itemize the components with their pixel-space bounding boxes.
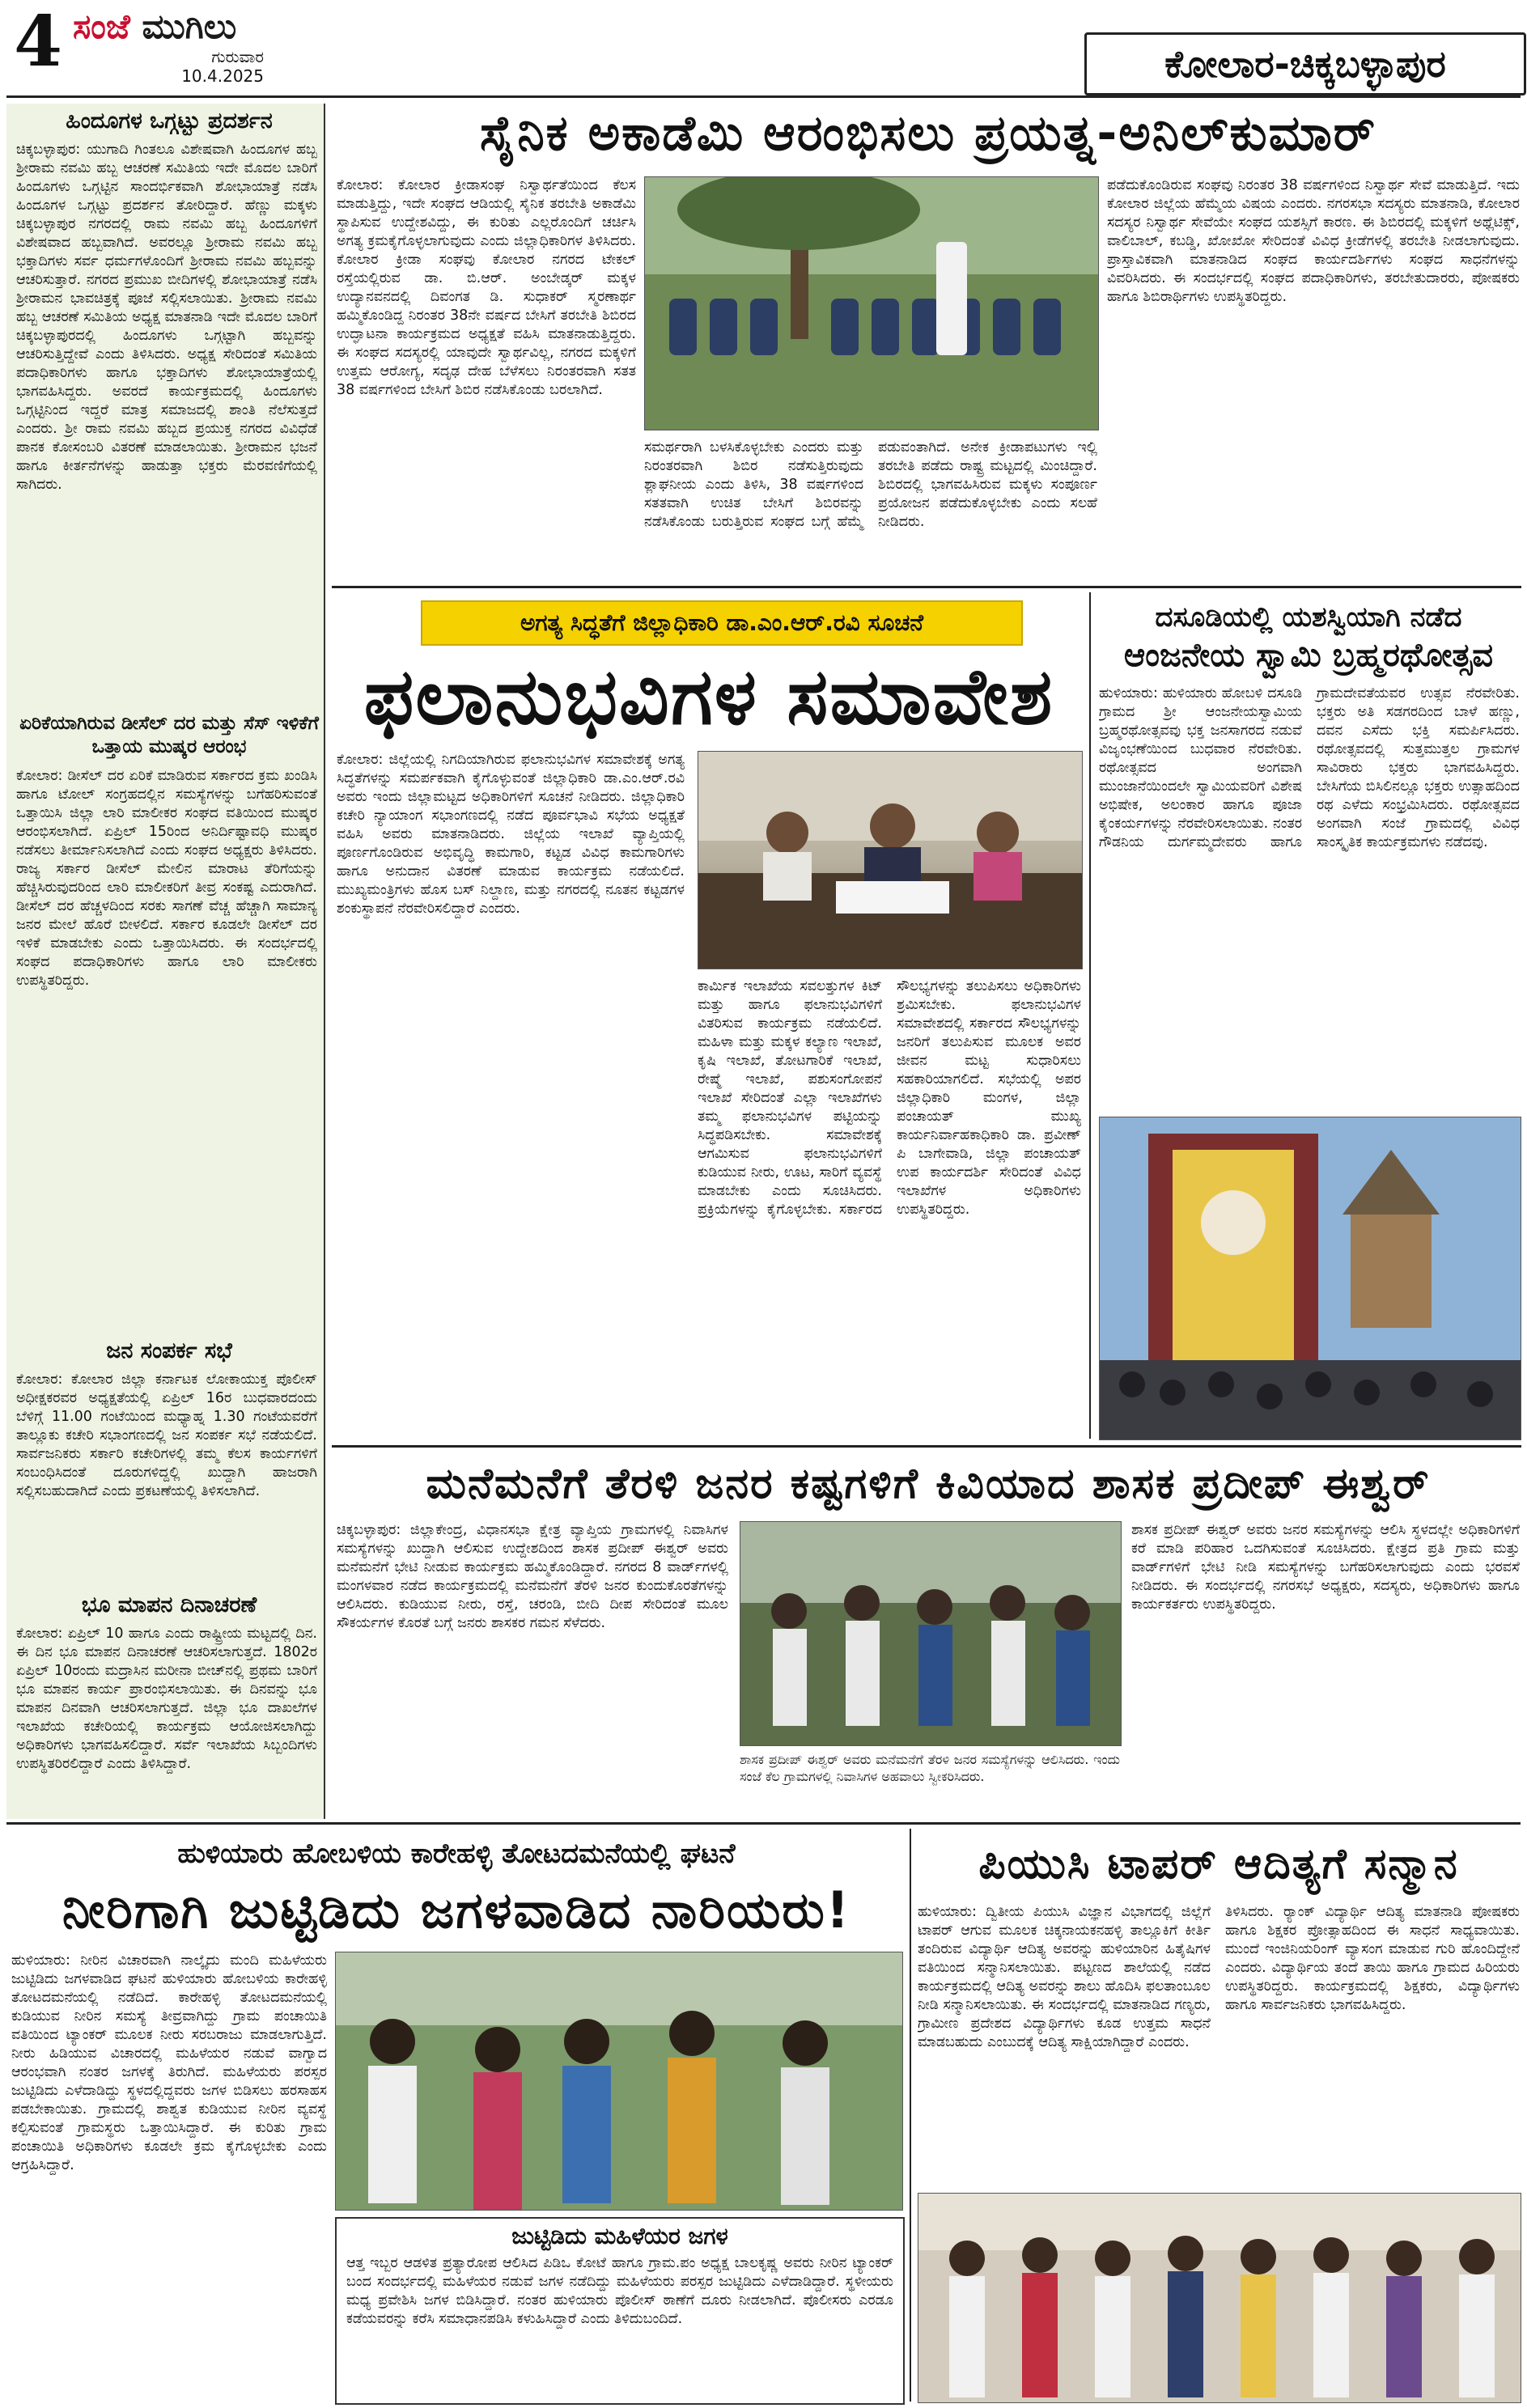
article6-col2: ತಿಳಿಸಿದರು. ರ್‍ಯಾಂಕ್ ವಿದ್ಯಾರ್ಥಿ ಆದಿತ್ಯ ಮಾತನಾಡಿ ಪೋಷಕರು ಹಾಗೂ ಶಿಕ್ಷಕರ ಪ್ರೋತ್ಸಾಹದಿಂದ ಈ ಸಾಧನೆ ಸಾಧ್ಯವಾಯಿತು. ಮುಂದೆ ಇಂಜಿನಿಯರಿಂಗ್ ವ್ಯಾಸಂಗ ಮಾಡುವ ಗುರಿ ಹೊಂದಿದ್ದೇನೆ ಎಂದರು. ವಿದ್ಯಾರ್ಥಿಯ ತಂದೆ ತಾಯಿ ಹಾಗೂ ಗ್ರಾಮದ ಹಿರಿಯರು ಉಪಸ್ಥಿತರಿದ್ದರು. ಕಾರ್ಯಕ್ರಮದಲ್ಲಿ ಶಿಕ್ಷಕರು, ವಿದ್ಯಾರ್ಥಿಗಳು ಹಾಗೂ ಸಾರ್ವಜನಿಕರು ಭಾಗವಹಿಸಿದ್ದರು. [1225,1904,1520,2013]
article2-kicker: ಅಗತ್ಯ ಸಿದ್ಧತೆಗೆ ಜಿಲ್ಲಾಧಿಕಾರಿ ಡಾ.ಎಂ.ಆರ್.ರವಿ ಸೂಚನೆ [421,600,1023,646]
article4-headline: ಮನೆಮನೆಗೆ ತೆರಳಿ ಜನರ ಕಷ್ಟಗಳಿಗೆ ಕಿವಿಯಾದ ಶಾಸಕ ಪ್ರದೀಪ್ ಈಶ್ವರ್ [426,1460,1431,1508]
article2-col2-text: ಕಾರ್ಮಿಕ ಇಲಾಖೆಯ ಸವಲತ್ತುಗಳ ಕಿಟ್ ಮತ್ತು ಹಾಗೂ ಫಲಾನುಭವಿಗಳಿಗೆ ವಿತರಿಸುವ ಕಾರ್ಯಕ್ರಮ ನಡೆಯಲಿದೆ. ಮಹಿಳಾ ಮತ್ತು ಮಕ್ಕಳ ಕಲ್ಯಾಣ ಇಲಾಖೆ, ಕೃಷಿ ಇಲಾಖೆ, ತೋಟಗಾರಿಕೆ ಇಲಾಖೆ, ರೇಷ್ಮೆ ಇಲಾಖೆ, ಪಶುಸಂಗೋಪನೆ ಇಲಾಖೆ ಸೇರಿದಂತೆ ಎಲ್ಲಾ ಇಲಾಖೆಗಳು ತಮ್ಮ ಫಲಾನುಭವಿಗಳ ಪಟ್ಟಿಯನ್ನು ಸಿದ್ಧಪಡಿಸಬೇಕು. ಸಮಾವೇಶಕ್ಕೆ ಆಗಮಿಸುವ ಫಲಾನುಭವಿಗಳಿಗೆ ಕುಡಿಯುವ ನೀರು, ಊಟ, ಸಾರಿಗೆ ವ್ಯವಸ್ಥೆ ಮಾಡಬೇಕು ಎಂದು ಸೂಚಿಸಿದರು. [698,978,882,1199]
article6-col1: ಹುಳಿಯಾರು: ದ್ವಿತೀಯ ಪಿಯುಸಿ ವಿಜ್ಞಾನ ವಿಭಾಗದಲ್ಲಿ ಜಿಲ್ಲೆಗೆ ಟಾಪರ್ ಆಗುವ ಮೂಲಕ ಚಿಕ್ಕನಾಯಕನಹಳ್ಳಿ ತಾಲ್ಲೂಕಿಗೆ ಕೀರ್ತಿ ತಂದಿರುವ ವಿದ್ಯಾರ್ಥಿ ಆದಿತ್ಯ ಅವರನ್ನು ಹುಳಿಯಾರಿನ ಹಿತೈಷಿಗಳ ವತಿಯಿಂದ ಸನ್ಮಾನಿಸಲಾಯಿತು. ಪಟ್ಟಣದ ಶಾಲೆಯಲ್ಲಿ ನಡೆದ ಕಾರ್ಯಕ್ರಮದಲ್ಲಿ ಆದಿತ್ಯ ಅವರನ್ನು ಶಾಲು ಹೊದಿಸಿ ಫಲತಾಂಬೂಲ ನೀಡಿ ಸನ್ಮಾನಿಸಲಾಯಿತು. ಈ ಸಂದರ್ಭದಲ್ಲಿ ಮಾತನಾಡಿದ ಗಣ್ಯರು, ಗ್ರಾಮೀಣ ಪ್ರದೇಶದ ವಿದ್ಯಾರ್ಥಿಗಳು ಕೂಡ ಉತ್ತಮ ಸಾಧನೆ ಮಾಡಬಹುದು ಎಂಬುದಕ್ಕೆ ಆದಿತ್ಯ ಸಾಕ್ಷಿಯಾಗಿದ್ದಾರೆ ಎಂದರು. [918,1904,1211,2050]
masthead-logo [73,6,267,47]
sidebar-story-3: ಕೋಲಾರ: ಕೋಲಾರ ಜಿಲ್ಲಾ ಕರ್ನಾಟಕ ಲೋಕಾಯುಕ್ತ ಪೊಲೀಸ್ ಅಧೀಕ್ಷಕರವರ ಅಧ್ಯಕ್ಷತೆಯಲ್ಲಿ ಏಪ್ರಿಲ್ 16ರ ಬುಧವಾರದಂದು ಬೆಳಿಗ್ಗೆ 11.00 ಗಂಟೆಯಿಂದ ಮಧ್ಯಾಹ್ನ 1.30 ಗಂಟೆಯವರೆಗೆ ತಾಲ್ಲೂಕು ಕಚೇರಿ ಸಭಾಂಗಣದಲ್ಲಿ ಜನ ಸಂಪರ್ಕ ಸಭೆ ನಡೆಯಲಿದೆ. ಸಾರ್ವಜನಿಕರು ಸರ್ಕಾರಿ ಕಚೇರಿಗಳಲ್ಲಿ ತಮ್ಮ ಕೆಲಸ ಕಾರ್ಯಗಳಿಗೆ ಸಂಬಂಧಿಸಿದಂತೆ ದೂರುಗಳಿದ್ದಲ್ಲಿ ಖುದ್ದಾಗಿ ಹಾಜರಾಗಿ ಸಲ್ಲಿಸಬಹುದಾಗಿದೆ ಎಂದು ಪ್ರಕಟಣೆಯಲ್ಲಿ ತಿಳಿಸಲಾಗಿದೆ. [16,1371,317,1499]
article3-photo [1099,1117,1521,1440]
sidebar-headline-4: ಭೂ ಮಾಪನ ದಿನಾಚರಣೆ [81,1592,257,1617]
issue-day: ಗುರುವಾರ [211,47,264,66]
article4-rule [6,1822,1521,1825]
article1-photo [644,176,1099,430]
sidebar-headline-1: ಹಿಂದೂಗಳ ಒಗ್ಗಟ್ಟು ಪ್ರದರ್ಶನ [66,108,273,134]
article3-headline-1: ದಸೂಡಿಯಲ್ಲಿ ಯಶಸ್ವಿಯಾಗಿ ನಡೆದ [1155,601,1462,634]
article3-rule [332,1445,1521,1448]
article6-headline: ಪಿಯುಸಿ ಟಾಪರ್ ಆದಿತ್ಯಗೆ ಸನ್ಮಾನ [978,1840,1459,1889]
article3-headline-2: ಆಂಜನೇಯ ಸ್ವಾಮಿ ಬ್ರಹ್ಮರಥೋತ್ಸವ [1123,637,1494,674]
sidebar-story-4: ಕೋಲಾರ: ಏಪ್ರಿಲ್ 10 ಹಾಗೂ ಎಂದು ರಾಷ್ಟ್ರೀಯ ಮಟ್ಟದಲ್ಲಿ ದಿನ. ಈ ದಿನ ಭೂ ಮಾಪನ ದಿನಾಚರಣೆ ಆಚರಿಸಲಾಗುತ್ತದೆ. 1802ರ ಏಪ್ರಿಲ್ 10ರಂದು ಮದ್ರಾಸಿನ ಮರೀನಾ ಬೀಚ್‌ನಲ್ಲಿ ಪ್ರಥಮ ಬಾರಿಗೆ ಭೂ ಮಾಪನ ಕಾರ್ಯ ಪ್ರಾರಂಭಿಸಲಾಯಿತು. ಈ ದಿನವನ್ನು ಭೂ ಮಾಪನ ದಿನವಾಗಿ ಆಚರಿಸಲಾಗುತ್ತದೆ. ಜಿಲ್ಲಾ ಭೂ ದಾಖಲೆಗಳ ಇಲಾಖೆಯ ಕಚೇರಿಯಲ್ಲಿ ಕಾರ್ಯಕ್ರಮ ಆಯೋಜಿಸಲಾಗಿದ್ದು ಅಧಿಕಾರಿಗಳು ಭಾಗವಹಿಸಲಿದ್ದಾರೆ. ಸರ್ವೆ ಇಲಾಖೆಯ ಸಿಬ್ಬಂದಿಗಳು ಉಪಸ್ಥಿತರಿರಲಿದ್ದಾರೆ ಎಂದು ತಿಳಿಸಿದ್ದಾರೆ. [16,1626,317,1772]
article5-divider [910,1829,911,2402]
article1-headline: ಸೈನಿಕ ಅಕಾಡೆಮಿ ಆರಂಭಿಸಲು ಪ್ರಯತ್ನ-ಅನಿಲ್‌ಕುಮಾರ್ [479,105,1376,162]
article6-photo-art [918,2194,1521,2402]
article1-col2: ಸಮರ್ಥರಾಗಿ ಬಳಸಿಕೊಳ್ಳಬೇಕು ಎಂದರು ಮತ್ತು ನಿರಂತರವಾಗಿ ಶಿಬಿರ ನಡೆಸುತ್ತಿರುವುದು ಶ್ಲಾಘನೀಯ ಎಂದು ತಿಳಿಸಿ, 38 ವರ್ಷಗಳಿಂದ ಸತತವಾಗಿ ಉಚಿತ ಬೇಸಿಗೆ ಶಿಬಿರವನ್ನು ನಡೆಸಿಕೊಂಡು ಬರುತ್ತಿರುವ ಸಂಘದ ಬಗ್ಗೆ ಹೆಮ್ಮೆ ಪಡುವಂತಾಗಿದೆ. ಅನೇಕ ಕ್ರೀಡಾಪಟುಗಳು ಇಲ್ಲಿ ತರಬೇತಿ ಪಡೆದು ರಾಷ್ಟ್ರ ಮಟ್ಟದಲ್ಲಿ ಮಿಂಚಿದ್ದಾರೆ. ಶಿಬಿರದಲ್ಲಿ ಭಾಗವಹಿಸಿರುವ ಮಕ್ಕಳು ಸಂಪೂರ್ಣ ಪ್ರಯೋಜನ ಪಡೆದುಕೊಳ್ಳಬೇಕು ಎಂದು ಸಲಹೆ ನೀಡಿದರು. [644,439,1097,530]
sidebar [6,104,325,1819]
article4-col3: ಶಾಸಕ ಪ್ರದೀಪ್ ಈಶ್ವರ್ ಅವರು ಜನರ ಸಮಸ್ಯೆಗಳನ್ನು ಆಲಿಸಿ ಸ್ಥಳದಲ್ಲೇ ಅಧಿಕಾರಿಗಳಿಗೆ ಕರೆ ಮಾಡಿ ಪರಿಹಾರ ಒದಗಿಸುವಂತೆ ಸೂಚಿಸಿದರು. ಕ್ಷೇತ್ರದ ಪ್ರತಿ ಗ್ರಾಮ ಮತ್ತು ವಾರ್ಡ್‌ಗಳಿಗೆ ಭೇಟಿ ನೀಡಿ ಸಮಸ್ಯೆಗಳನ್ನು ಬಗೆಹರಿಸಲಾಗುವುದು ಎಂದು ಭರವಸೆ ನೀಡಿದರು. ಈ ಸಂದರ್ಭದಲ್ಲಿ ನಗರಸಭೆ ಅಧ್ಯಕ್ಷರು, ಸದಸ್ಯರು, ಅಧಿಕಾರಿಗಳು ಹಾಗೂ ಕಾರ್ಯಕರ್ತರು ಉಪಸ್ಥಿತರಿದ್ದರು. [1131,1522,1520,1613]
article4-col1: ಚಿಕ್ಕಬಳ್ಳಾಪುರ: ಜಿಲ್ಲಾಕೇಂದ್ರ, ವಿಧಾನಸಭಾ ಕ್ಷೇತ್ರ ವ್ಯಾಪ್ತಿಯ ಗ್ರಾಮಗಳಲ್ಲಿ ನಿವಾಸಿಗಳ ಸಮಸ್ಯೆಗಳನ್ನು ಖುದ್ದಾಗಿ ಆಲಿಸುವ ಉದ್ದೇಶದಿಂದ ಶಾಸಕ ಪ್ರದೀಪ್ ಈಶ್ವರ್ ಅವರು ಮನೆಮನೆಗೆ ಭೇಟಿ ನೀಡುವ ಕಾರ್ಯಕ್ರಮ ಹಮ್ಮಿಕೊಂಡಿದ್ದಾರೆ. ನಗರದ 8 ವಾರ್ಡ್‌ಗಳಲ್ಲಿ ಮಂಗಳವಾರ ನಡೆದ ಕಾರ್ಯಕ್ರಮದಲ್ಲಿ ಮನೆಮನೆಗೆ ತೆರಳಿ ಜನರ ಕುಂದುಕೊರತೆಗಳನ್ನು ಆಲಿಸಿದರು. ಕುಡಿಯುವ ನೀರು, ರಸ್ತೆ, ಚರಂಡಿ, ಬೀದಿ ದೀಪ ಸೇರಿದಂತೆ ಮೂಲ ಸೌಕರ್ಯಗಳ ಕೊರತೆ ಬಗ್ಗೆ ಜನರು ಶಾಸಕರ ಗಮನ ಸೆಳೆದರು. [337,1522,728,1631]
article5-photo-art [336,1952,902,2210]
article1-col3: ಪಡೆದುಕೊಂಡಿರುವ ಸಂಘವು ನಿರಂತರ 38 ವರ್ಷಗಳಿಂದ ನಿಸ್ವಾರ್ಥ ಸೇವೆ ಮಾಡುತ್ತಿದೆ. ಇದು ಕೋಲಾರ ಜಿಲ್ಲೆಯ ಹೆಮ್ಮೆಯ ವಿಷಯ ಎಂದರು. ನಗರಸಭಾ ಸದಸ್ಯರು ಮಾತನಾಡಿ, ಕೋಲಾರ ಸದಸ್ಯರ ನಿಸ್ವಾರ್ಥ ಸೇವೆಯೇ ಸಂಘದ ಯಶಸ್ಸಿಗೆ ಕಾರಣ. ಈ ಶಿಬಿರದಲ್ಲಿ ಮಕ್ಕಳಿಗೆ ಅಥ್ಲೆಟಿಕ್ಸ್, ವಾಲಿಬಾಲ್, ಕಬಡ್ಡಿ, ಖೋಖೋ ಸೇರಿದಂತೆ ವಿವಿಧ ಕ್ರೀಡೆಗಳಲ್ಲಿ ತರಬೇತಿ ನೀಡಲಾಗುವುದು. ಪ್ರಾಸ್ತಾವಿಕವಾಗಿ ಮಾತನಾಡಿದ ಸಂಘದ ಕಾರ್ಯದರ್ಶಿಗಳು ಸಂಘದ ಸಾಧನೆಗಳನ್ನು ವಿವರಿಸಿದರು. ಈ ಸಂದರ್ಭದಲ್ಲಿ ಸಂಘದ ಪದಾಧಿಕಾರಿಗಳು, ತರಬೇತುದಾರರು, ಪೋಷಕರು ಹಾಗೂ ಶಿಬಿರಾರ್ಥಿಗಳು ಉಪಸ್ಥಿತರಿದ್ದರು. [1107,177,1520,305]
sidebar-story-1: ಚಿಕ್ಕಬಳ್ಳಾಪುರ: ಯುಗಾದಿ ಗಿಂತಲೂ ವಿಶೇಷವಾಗಿ ಹಿಂದೂಗಳ ಹಬ್ಬ ಶ್ರೀರಾಮ ನವಮಿ ಹಬ್ಬ ಆಚರಣೆ ಸಮಿತಿಯ ಇದೇ ಮೊದಲ ಬಾರಿಗೆ ಹಿಂದೂಗಳು ಒಗ್ಗಟ್ಟಿನ ಸಾಂದರ್ಭಿಕವಾಗಿ ಶೋಭಾಯಾತ್ರೆ ನಡೆಸಿ ಹಿಂದೂಗಳ ಒಗ್ಗಟ್ಟು ಪ್ರದರ್ಶನ ತೋರಿದ್ದಾರೆ. ಹೆಣ್ಣು ಮಕ್ಕಳು ಚಿಕ್ಕಬಳ್ಳಾಪುರ ನಗರದಲ್ಲಿ ರಾಮ ನವಮಿ ಹಬ್ಬ ಹಿಂದೂಗಳಿಗೆ ವಿಶೇಷವಾದ ಹಬ್ಬವಾಗಿದೆ. ಅವರಲ್ಲೂ ಶ್ರೀರಾಮ ನವಮಿ ಹಬ್ಬ ಭಕ್ತಾದಿಗಳು ಸರ್ವ ಧರ್ಮಗಳೊಂದಿಗೆ ಶ್ರೀರಾಮ ನವಮಿ ಹಬ್ಬವನ್ನು ಆಚರಿಸುತ್ತಾರೆ. ನಗರದ ಪ್ರಮುಖ ಬೀದಿಗಳಲ್ಲಿ ಶೋಭಾಯಾತ್ರೆ ನಡೆಸಿ ಶ್ರೀರಾಮನ ಭಾವಚಿತ್ರಕ್ಕೆ ಪೂಜೆ ಸಲ್ಲಿಸಲಾಯಿತು. ಶ್ರೀರಾಮ ನವಮಿ ಹಬ್ಬ ಆಚರಣೆ ಸಮಿತಿಯ ಅಧ್ಯಕ್ಷ ಮಾತನಾಡಿ ಇದೇ ಮೊದಲ ಬಾರಿಗೆ ಚಿಕ್ಕಬಳ್ಳಾಪುರದಲ್ಲಿ ಹಿಂದೂಗಳು ಒಗ್ಗಟ್ಟಾಗಿ ಹಬ್ಬವನ್ನು ಆಚರಿಸುತ್ತಿದ್ದೇವೆ ಎಂದು ತಿಳಿಸಿದರು. ಅಧ್ಯಕ್ಷ ಸೇರಿದಂತೆ ಸಮಿತಿಯ ಪದಾಧಿಕಾರಿಗಳು ಹಾಗೂ ಭಕ್ತಾದಿಗಳು ಶೋಭಾಯಾತ್ರೆಯಲ್ಲಿ ಭಾಗವಹಿಸಿದ್ದರು. ಅವರದೆ ಕಾರ್ಯಕ್ರಮದಲ್ಲಿ ಹಿಂದೂಗಳು ಒಗ್ಗಟ್ಟಿನಿಂದ ಇದ್ದರೆ ಮಾತ್ರ ಸಮಾಜದಲ್ಲಿ ಶಾಂತಿ ನೆಲೆಸುತ್ತದೆ ಎಂದರು. ಶ್ರೀ ರಾಮ ನವಮಿ ಹಬ್ಬದ ಪ್ರಯುಕ್ತ ನಗರದ ವಿವಿಧೆಡೆ ಪಾನಕ ಕೋಸಂಬರಿ ವಿತರಣೆ ಮಾಡಲಾಯಿತು. ಶ್ರೀರಾಮನ ಭಜನೆ ಹಾಗೂ ಕೀರ್ತನೆಗಳನ್ನು ಹಾಡುತ್ತಾ ಭಕ್ತರು ಮೆರವಣಿಗೆಯಲ್ಲಿ ಸಾಗಿದರು. [16,142,317,493]
article6-photo [918,2193,1521,2403]
sidebar-headline-2: ಏರಿಕೆಯಾಗಿರುವ ಡೀಸೆಲ್ ದರ ಮತ್ತು ಸೆಸ್ ಇಳಿಕೆಗೆ ಒತ್ತಾಯ ಮುಷ್ಕರ ಆರಂಭ [19,713,319,757]
header-rule [6,95,1521,98]
article3-body [1099,685,1520,1107]
article4-photo-art [740,1522,1121,1745]
article2-col1: ಕೋಲಾರ: ಜಿಲ್ಲೆಯಲ್ಲಿ ನಿಗದಿಯಾಗಿರುವ ಫಲಾನುಭವಿಗಳ ಸಮಾವೇಶಕ್ಕೆ ಅಗತ್ಯ ಸಿದ್ಧತೆಗಳನ್ನು ಸಮರ್ಪಕವಾಗಿ ಕೈಗೊಳ್ಳುವಂತೆ ಜಿಲ್ಲಾಧಿಕಾರಿ ಡಾ.ಎಂ.ಆರ್.ರವಿ ಅವರು ಇಂದು ಜಿಲ್ಲಾಮಟ್ಟದ ಅಧಿಕಾರಿಗಳಿಗೆ ಸೂಚನೆ ನೀಡಿದರು. ಜಿಲ್ಲಾಧಿಕಾರಿ ಕಚೇರಿ ನ್ಯಾಯಾಂಗ ಸಭಾಂಗಣದಲ್ಲಿ ನಡೆದ ಪೂರ್ವಭಾವಿ ಸಭೆಯ ಅಧ್ಯಕ್ಷತೆ ವಹಿಸಿ ಅವರು ಮಾತನಾಡಿದರು. ಜಿಲ್ಲೆಯ ಇಲಾಖೆ ವ್ಯಾಪ್ತಿಯಲ್ಲಿ ಪೂರ್ಣಗೊಂಡಿರುವ ಅಭಿವೃದ್ಧಿ ಕಾಮಗಾರಿ, ಕಟ್ಟಡ ವಿವಿಧ ಕಾಮಗಾರಿಗಳು ಹಾಗೂ ಅನುದಾನ ವಿತರಣೆ ಮಾಡುವ ಕಾರ್ಯಕ್ರಮ ನಡೆಯಲಿದೆ. ಮುಖ್ಯಮಂತ್ರಿಗಳು ಹೊಸ ಬಸ್ ನಿಲ್ದಾಣ, ಮತ್ತು ನಗರದಲ್ಲಿ ನೂತನ ಕಟ್ಟಡಗಳ ಶಂಕುಸ್ಥಾಪನೆ ನೆರವೇರಿಸಲಿದ್ದಾರೆ ಎಂದರು. [337,752,685,917]
article1-rule [332,586,1521,588]
issue-date: 10.4.2025 [181,66,264,86]
article1-photo-art [645,177,1098,430]
article5-box-body: ಆತ್ತ ಇಬ್ಬರ ಆಡಳಿತ ಪ್ರತ್ಯಾರೋಪ ಆಲಿಸಿದ ಪಿಡಿಒ ಕೋಟೆ ಹಾಗೂ ಗ್ರಾಮ.ಪಂ ಅಧ್ಯಕ್ಷ ಬಾಲಕೃಷ್ಣ ಅವರು ನೀರಿನ ಟ್ಯಾಂಕರ್ ಬಂದ ಸಂದರ್ಭದಲ್ಲಿ ಮಹಿಳೆಯರ ನಡುವೆ ಜಗಳ ನಡೆದಿದ್ದು ಮಹಿಳೆಯರು ಪರಸ್ಪರ ಜುಟ್ಟಿಡಿದು ಎಳೆದಾಡಿದ್ದಾರೆ. ಸ್ಥಳೀಯರು ಮಧ್ಯ ಪ್ರವೇಶಿಸಿ ಜಗಳ ಬಿಡಿಸಿದ್ದಾರೆ. ನಂತರ ಹುಳಿಯಾರು ಪೊಲೀಸ್ ಠಾಣೆಗೆ ದೂರು ನೀಡಲಾಗಿದೆ. ಪೊಲೀಸರು ಎರಡೂ ಕಡೆಯವರನ್ನು ಕರೆಸಿ ಸಮಾಧಾನಪಡಿಸಿ ಕಳುಹಿಸಿದ್ದಾರೆ ಎಂದು ತಿಳಿದುಬಂದಿದೆ. [346,2255,893,2327]
article4-photo [740,1521,1122,1746]
logo-sub: ಮುಗಿಲು [142,6,237,46]
article2-col2 [698,977,1081,1439]
article5-box-title: ಜುಟ್ಟಿಡಿದು ಮಹಿಳೆಯರ ಜಗಳ [511,2223,728,2249]
article1-col1: ಕೋಲಾರ: ಕೋಲಾರ ಕ್ರೀಡಾಸಂಘ ನಿಸ್ವಾರ್ಥತೆಯಿಂದ ಕೆಲಸ ಮಾಡುತ್ತಿದ್ದು, ಇದೇ ಸಂಘದ ಆಡಿಯಲ್ಲಿ ಸೈನಿಕ ತರಬೇತಿ ಅಕಾಡೆಮಿ ಸ್ಥಾಪಿಸುವ ಉದ್ದೇಶವಿದ್ದು, ಈ ಕುರಿತು ಎಲ್ಲರೊಂದಿಗೆ ಚರ್ಚಿಸಿ ಅಗತ್ಯ ಕ್ರಮಕೈಗೊಳ್ಳಲಾಗುವುದು ಎಂದು ಜಿಲ್ಲಾಧಿಕಾರಿಗಳ ತಿಳಿಸಿದರು. ಕೋಲಾರ ಕ್ರೀಡಾ ಸಂಘವು ಕೋಲಾರ ನಗರದ ಟೇಕಲ್ ರಸ್ತೆಯಲ್ಲಿರುವ ಡಾ. ಬಿ.ಆರ್. ಅಂಬೇಡ್ಕರ್ ಮಕ್ಕಳ ಉದ್ಯಾನವನದಲ್ಲಿ ದಿವಂಗತ ಡಿ. ಸುಧಾಕರ್ ಸ್ಮರಣಾರ್ಥ ಹಮ್ಮಿಕೊಂಡಿದ್ದ ನಿರಂತರ 38ನೇ ವರ್ಷದ ಬೇಸಿಗೆ ತರಬೇತಿ ಶಿಬಿರದ ಉದ್ಘಾಟನಾ ಕಾರ್ಯಕ್ರಮದ ಅಧ್ಯಕ್ಷತೆ ವಹಿಸಿ ಮಾತನಾಡುತ್ತಿದ್ದರು. ಈ ಸಂಘದ ಸದಸ್ಯರಲ್ಲಿ ಯಾವುದೇ ಸ್ವಾರ್ಥವಿಲ್ಲ, ನಗರದ ಮಕ್ಕಳಿಗೆ ಉತ್ತಮ ಆರೋಗ್ಯ, ಸದೃಢ ದೇಹ ಬೆಳೆಸಲು ನಿರಂತರವಾಗಿ ಸತತ 38 ವರ್ಷಗಳಿಂದ ಬೇಸಿಗೆ ಶಿಬಿರ ನಡೆಸಿಕೊಂಡು ಬರಲಾಗಿದೆ. [337,177,636,398]
article3-col2-text: ಭಕ್ತರು ಅತಿ ಸಡಗರದಿಂದ ಬಾಳೆ ಹಣ್ಣು, ದವನ ಎಸೆದು ಭಕ್ತಿ ಸಮರ್ಪಿಸಿದರು. ರಥೋತ್ಸವದಲ್ಲಿ ಸುತ್ತಮುತ್ತಲ ಗ್ರಾಮಗಳ ಸಾವಿರಾರು ಭಕ್ತರು ಭಾಗವಹಿಸಿದ್ದರು. ಬೇಸಿಗೆಯ ಬಿಸಿಲಿನಲ್ಲೂ ಭಕ್ತರು ಉತ್ಸಾಹದಿಂದ ರಥ ಎಳೆದು ಸಂಭ್ರಮಿಸಿದರು. ರಥೋತ್ಸವದ ಅಂಗವಾಗಿ ಸಂಜೆ ಗ್ರಾಮದಲ್ಲಿ ವಿವಿಧ ಸಾಂಸ್ಕೃತಿಕ ಕಾರ್ಯಕ್ರಮಗಳು ನಡೆದವು. [1317,704,1520,850]
article3-col1-text: ಹುಳಿಯಾರು: ಹುಳಿಯಾರು ಹೋಬಳಿ ದಸೂಡಿ ಗ್ರಾಮದ ಶ್ರೀ ಆಂಜನೇಯಸ್ವಾಮಿಯ ಬ್ರಹ್ಮರಥೋತ್ಸವವು ಭಕ್ತ ಜನಸಾಗರದ ನಡುವೆ ವಿಜೃಂಭಣೆಯಿಂದ ಬುಧವಾರ ನೆರವೇರಿತು. ರಥೋತ್ಸವದ ಅಂಗವಾಗಿ ಮುಂಜಾನೆಯಿಂದಲೇ ಸ್ವಾಮಿಯವರಿಗೆ ವಿಶೇಷ ಅಭಿಷೇಕ, ಅಲಂಕಾರ ಹಾಗೂ ಪೂಜಾ ಕೈಂಕರ್ಯಗಳನ್ನು ನೆರವೇರಿಸಲಾಯಿತು. ನಂತರ ಗೌಡನಿಯ ದುರ್ಗಮ್ಮದೇವರು ಹಾಗೂ ಗ್ರಾಮದೇವತೆಯವರ ಉತ್ಸವ ನೆರವೇರಿತು. [1099,685,1520,850]
section-label: ಕೋಲಾರ-ಚಿಕ್ಕಬಳ್ಳಾಪುರ [1084,32,1526,95]
sidebar-headline-3: ಜನ ಸಂಪರ್ಕ ಸಭೆ [106,1338,232,1363]
article2-col3-text: ಪ್ರಕ್ರಿಯೆಗಳನ್ನು ಕೈಗೊಳ್ಳಬೇಕು. ಸರ್ಕಾರದ ಸೌಲಭ್ಯಗಳನ್ನು ತಲುಪಿಸಲು ಅಧಿಕಾರಿಗಳು ಶ್ರಮಿಸಬೇಕು. ಫಲಾನುಭವಿಗಳ ಸಮಾವೇಶದಲ್ಲಿ ಸರ್ಕಾರದ ಸೌಲಭ್ಯಗಳನ್ನು ಜನರಿಗೆ ತಲುಪಿಸುವ ಮೂಲಕ ಅವರ ಜೀವನ ಮಟ್ಟ ಸುಧಾರಿಸಲು ಸಹಕಾರಿಯಾಗಲಿದೆ. ಸಭೆಯಲ್ಲಿ ಅಪರ ಜಿಲ್ಲಾಧಿಕಾರಿ ಮಂಗಳ, ಜಿಲ್ಲಾ ಪಂಚಾಯತ್ ಮುಖ್ಯ ಕಾರ್ಯನಿರ್ವಾಹಕಾಧಿಕಾರಿ ಡಾ. ಪ್ರವೀಣ್ ಪಿ ಬಾಗೇವಾಡಿ, ಜಿಲ್ಲಾ ಪಂಚಾಯತ್ ಉಪ ಕಾರ್ಯದರ್ಶಿ ಸೇರಿದಂತೆ ವಿವಿಧ ಇಲಾಖೆಗಳ ಅಧಿಕಾರಿಗಳು ಉಪಸ್ಥಿತರಿದ್ದರು. [698,978,1081,1218]
article3-photo-art [1100,1117,1521,1439]
article2-photo [698,751,1083,969]
article5-kicker: ಹುಳಿಯಾರು ಹೋಬಳಿಯ ಕಾರೇಹಳ್ಳಿ ತೋಟದಮನೆಯಲ್ಲಿ ಘಟನೆ [177,1838,736,1870]
article2-photo-art [698,752,1082,969]
article5-headline: ನೀರಿಗಾಗಿ ಜುಟ್ಟಿಡಿದು ಜಗಳವಾಡಿದ ನಾರಿಯರು! [62,1880,851,1940]
article5-photo [335,1952,903,2211]
sidebar-story-2: ಕೋಲಾರ: ಡೀಸೆಲ್ ದರ ಏರಿಕೆ ಮಾಡಿರುವ ಸರ್ಕಾರದ ಕ್ರಮ ಖಂಡಿಸಿ ಹಾಗೂ ಟೋಲ್ ಸಂಗ್ರಹದಲ್ಲಿನ ಸಮಸ್ಯೆಗಳನ್ನು ಬಗೆಹರಿಸುವಂತೆ ಒತ್ತಾಯಿಸಿ ಜಿಲ್ಲಾ ಲಾರಿ ಮಾಲೀಕರ ಸಂಘದ ವತಿಯಿಂದ ಮುಷ್ಕರ ಆರಂಭಿಸಲಾಗಿದೆ. ಏಪ್ರಿಲ್ 15ರಿಂದ ಅನಿರ್ದಿಷ್ಟಾವಧಿ ಮುಷ್ಕರ ನಡೆಸಲು ತೀರ್ಮಾನಿಸಲಾಗಿದೆ ಎಂದು ಸಂಘದ ಅಧ್ಯಕ್ಷರು ತಿಳಿಸಿದರು. ರಾಜ್ಯ ಸರ್ಕಾರ ಡೀಸೆಲ್ ಮೇಲಿನ ಮಾರಾಟ ತೆರಿಗೆಯನ್ನು ಹೆಚ್ಚಿಸಿರುವುದರಿಂದ ಲಾರಿ ಮಾಲೀಕರಿಗೆ ತೀವ್ರ ಸಂಕಷ್ಟ ಎದುರಾಗಿದೆ. ಡೀಸೆಲ್ ದರ ಹೆಚ್ಚಳದಿಂದ ಸರಕು ಸಾಗಣೆ ವೆಚ್ಚ ಹೆಚ್ಚಾಗಿ ಸಾಮಾನ್ಯ ಜನರ ಮೇಲೆ ಹೊರೆ ಬೀಳಲಿದೆ. ಸರ್ಕಾರ ಕೂಡಲೇ ಡೀಸೆಲ್ ದರ ಇಳಿಕೆ ಮಾಡಬೇಕು ಎಂದು ಒತ್ತಾಯಿಸಿದರು. ಈ ಸಂದರ್ಭದಲ್ಲಿ ಸಂಘದ ಪದಾಧಿಕಾರಿಗಳು ಹಾಗೂ ಲಾರಿ ಮಾಲೀಕರು ಉಪಸ್ಥಿತರಿದ್ದರು. [16,768,317,989]
page-number: 4 [14,1,62,83]
article2-divider [1089,592,1091,1439]
article5-body: ಹುಳಿಯಾರು: ನೀರಿನ ವಿಚಾರವಾಗಿ ನಾಲ್ಕೈದು ಮಂದಿ ಮಹಿಳೆಯರು ಜುಟ್ಟಿಡಿದು ಜಗಳವಾಡಿದ ಘಟನೆ ಹುಳಿಯಾರು ಹೋಬಳಿಯ ಕಾರೇಹಳ್ಳಿ ತೋಟದಮನೆಯಲ್ಲಿ ನಡೆದಿದೆ. ಕಾರೇಹಳ್ಳಿ ತೋಟದಮನೆಯಲ್ಲಿ ಕುಡಿಯುವ ನೀರಿನ ಸಮಸ್ಯೆ ತೀವ್ರವಾಗಿದ್ದು ಗ್ರಾಮ ಪಂಚಾಯಿತಿ ವತಿಯಿಂದ ಟ್ಯಾಂಕರ್ ಮೂಲಕ ನೀರು ಸರಬರಾಜು ಮಾಡಲಾಗುತ್ತಿದೆ. ನೀರು ಹಿಡಿಯುವ ವಿಚಾರದಲ್ಲಿ ಮಹಿಳೆಯರ ನಡುವೆ ವಾಗ್ವಾದ ಆರಂಭವಾಗಿ ನಂತರ ಜಗಳಕ್ಕೆ ತಿರುಗಿದೆ. ಮಹಿಳೆಯರು ಪರಸ್ಪರ ಜುಟ್ಟಿಡಿದು ಎಳೆದಾಡಿದ್ದು ಸ್ಥಳದಲ್ಲಿದ್ದವರು ಜಗಳ ಬಿಡಿಸಲು ಹರಸಾಹಸ ಪಡಬೇಕಾಯಿತು. ಗ್ರಾಮದಲ್ಲಿ ಶಾಶ್ವತ ಕುಡಿಯುವ ನೀರಿನ ವ್ಯವಸ್ಥೆ ಕಲ್ಪಿಸುವಂತೆ ಗ್ರಾಮಸ್ಥರು ಒತ್ತಾಯಿಸಿದ್ದಾರೆ. ಈ ಕುರಿತು ಗ್ರಾಮ ಪಂಚಾಯಿತಿ ಅಧಿಕಾರಿಗಳು ಕೂಡಲೇ ಕ್ರಮ ಕೈಗೊಳ್ಳಬೇಕು ಎಂದು ಆಗ್ರಹಿಸಿದ್ದಾರೆ. [11,1952,327,2173]
article5-sidebox [335,2217,905,2405]
article4-caption: ಶಾಸಕ ಪ್ರದೀಪ್ ಈಶ್ವರ್ ಅವರು ಮನೆಮನೆಗೆ ತೆರಳಿ ಜನರ ಸಮಸ್ಯೆಗಳನ್ನು ಆಲಿಸಿದರು. ಇಂದು ಸಂಜೆ ಕೆಲ ಗ್ರಾಮಗಳಲ್ಲಿ ನಿವಾಸಿಗಳ ಅಹವಾಲು ಸ್ವೀಕರಿಸಿದರು. [740,1752,1120,1784]
article2-headline: ಫಲಾನುಭವಿಗಳ ಸಮಾವೇಶ [363,651,1054,742]
logo-main: ಸಂಜೆ [73,6,130,46]
